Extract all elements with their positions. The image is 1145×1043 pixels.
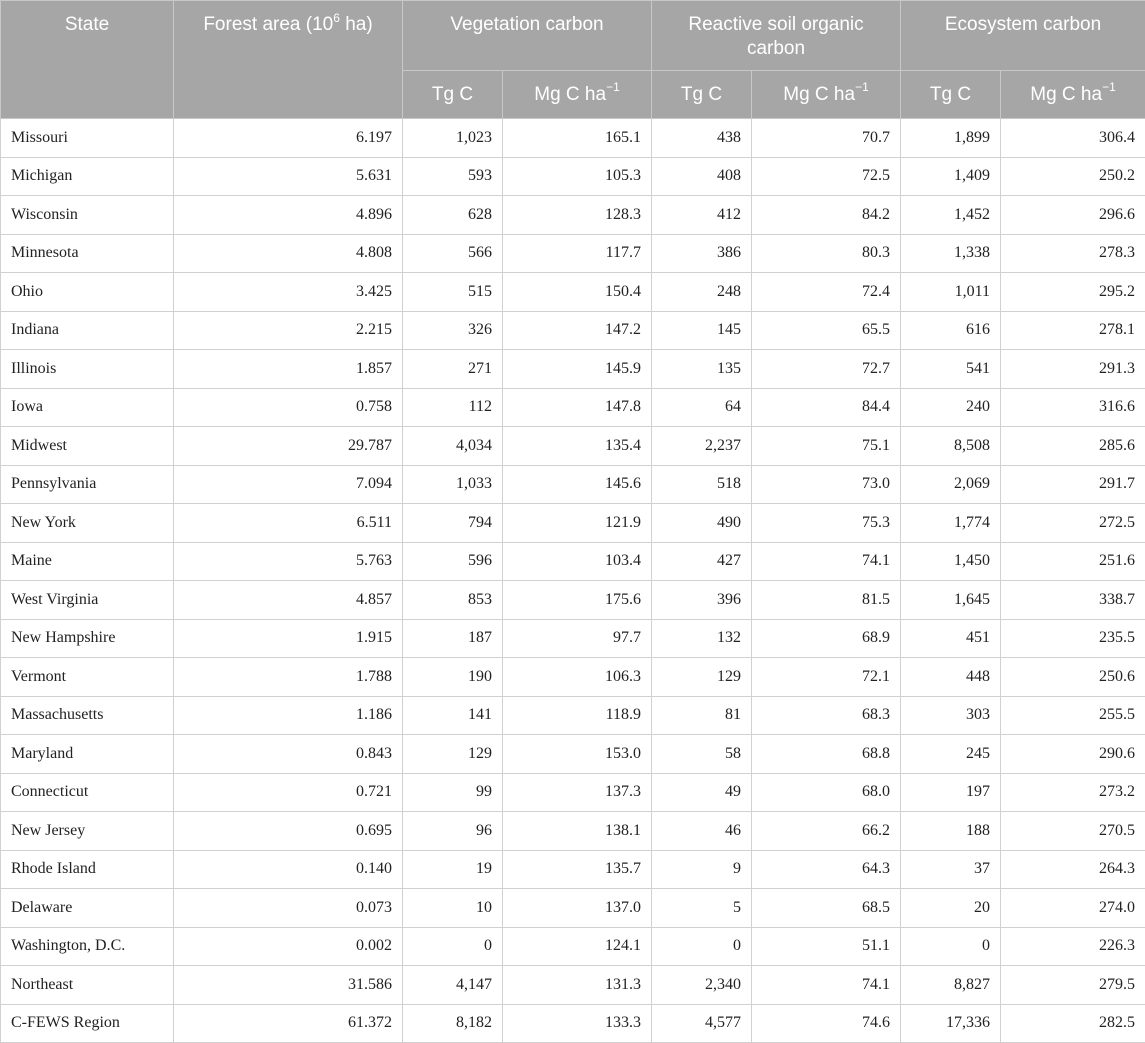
cell-state-name: Maryland	[1, 735, 174, 774]
cell-veg-mgc: 97.7	[503, 619, 652, 658]
cell-soil-tgc: 81	[652, 696, 752, 735]
cell-soil-tgc: 135	[652, 350, 752, 389]
cell-veg-tgc: 794	[403, 504, 503, 543]
table-row	[1, 273, 1145, 312]
cell-veg-tgc: 187	[403, 619, 503, 658]
cell-forest-area: 0.758	[174, 388, 403, 427]
cell-eco-mgc: 285.6	[1001, 427, 1145, 466]
header-row-groups	[1, 1, 1145, 71]
cell-state-name: New York	[1, 504, 174, 543]
cell-soil-tgc: 490	[652, 504, 752, 543]
table-row	[1, 196, 1145, 235]
forest-area-label-prefix: Forest area (10	[203, 14, 334, 35]
table-row	[1, 927, 1145, 966]
cell-eco-mgc: 282.5	[1001, 1004, 1145, 1043]
cell-eco-mgc: 279.5	[1001, 966, 1145, 1005]
cell-soil-mgc: 81.5	[752, 581, 901, 620]
cell-veg-tgc: 96	[403, 812, 503, 851]
cell-eco-tgc: 1,899	[901, 119, 1001, 158]
cell-eco-tgc: 8,508	[901, 427, 1001, 466]
cell-soil-mgc: 64.3	[752, 850, 901, 889]
cell-soil-mgc: 84.4	[752, 388, 901, 427]
forest-area-exponent: 6	[333, 10, 340, 25]
unit-exponent: −1	[606, 80, 620, 95]
cell-eco-tgc: 1,011	[901, 273, 1001, 312]
cell-veg-mgc: 145.6	[503, 465, 652, 504]
cell-forest-area: 2.215	[174, 311, 403, 350]
cell-veg-tgc: 853	[403, 581, 503, 620]
cell-state-name: Maine	[1, 542, 174, 581]
cell-veg-tgc: 596	[403, 542, 503, 581]
cell-forest-area: 0.843	[174, 735, 403, 774]
cell-forest-area: 1.915	[174, 619, 403, 658]
cell-state-name: Wisconsin	[1, 196, 174, 235]
cell-forest-area: 1.788	[174, 658, 403, 697]
table-body	[1, 119, 1145, 1043]
cell-soil-mgc: 72.5	[752, 157, 901, 196]
header-eco-mgc	[1001, 71, 1145, 119]
cell-eco-mgc: 278.3	[1001, 234, 1145, 273]
cell-eco-tgc: 20	[901, 889, 1001, 928]
cell-eco-mgc: 235.5	[1001, 619, 1145, 658]
cell-veg-tgc: 1,023	[403, 119, 503, 158]
table-row	[1, 234, 1145, 273]
cell-veg-tgc: 515	[403, 273, 503, 312]
cell-soil-mgc: 68.9	[752, 619, 901, 658]
table-row	[1, 1004, 1145, 1043]
cell-veg-mgc: 124.1	[503, 927, 652, 966]
cell-eco-tgc: 541	[901, 350, 1001, 389]
cell-veg-mgc: 138.1	[503, 812, 652, 851]
cell-soil-tgc: 64	[652, 388, 752, 427]
cell-eco-mgc: 270.5	[1001, 812, 1145, 851]
cell-veg-mgc: 147.2	[503, 311, 652, 350]
cell-veg-mgc: 105.3	[503, 157, 652, 196]
table-row	[1, 542, 1145, 581]
cell-eco-mgc: 226.3	[1001, 927, 1145, 966]
cell-veg-tgc: 190	[403, 658, 503, 697]
cell-veg-mgc: 128.3	[503, 196, 652, 235]
cell-soil-mgc: 68.8	[752, 735, 901, 774]
cell-state-name: Missouri	[1, 119, 174, 158]
cell-soil-tgc: 518	[652, 465, 752, 504]
cell-forest-area: 4.896	[174, 196, 403, 235]
cell-eco-tgc: 197	[901, 773, 1001, 812]
cell-eco-mgc: 295.2	[1001, 273, 1145, 312]
cell-soil-tgc: 386	[652, 234, 752, 273]
cell-forest-area: 6.197	[174, 119, 403, 158]
unit-base: Mg C ha	[1030, 83, 1103, 105]
header-reactive-soil-organic-carbon: Reactive soil organic carbon	[652, 1, 901, 71]
table-row	[1, 504, 1145, 543]
cell-veg-mgc: 165.1	[503, 119, 652, 158]
cell-state-name: Massachusetts	[1, 696, 174, 735]
cell-eco-mgc: 338.7	[1001, 581, 1145, 620]
cell-veg-mgc: 145.9	[503, 350, 652, 389]
cell-state-name: Vermont	[1, 658, 174, 697]
cell-forest-area: 0.002	[174, 927, 403, 966]
cell-eco-mgc: 255.5	[1001, 696, 1145, 735]
cell-veg-tgc: 19	[403, 850, 503, 889]
header-forest-area	[174, 1, 403, 119]
cell-state-name: Michigan	[1, 157, 174, 196]
cell-soil-tgc: 2,340	[652, 966, 752, 1005]
cell-state-name: Connecticut	[1, 773, 174, 812]
cell-eco-mgc: 251.6	[1001, 542, 1145, 581]
table-row	[1, 812, 1145, 851]
cell-soil-tgc: 2,237	[652, 427, 752, 466]
cell-soil-mgc: 80.3	[752, 234, 901, 273]
cell-veg-tgc: 4,034	[403, 427, 503, 466]
cell-veg-tgc: 99	[403, 773, 503, 812]
cell-forest-area: 0.721	[174, 773, 403, 812]
cell-eco-tgc: 1,645	[901, 581, 1001, 620]
cell-veg-tgc: 112	[403, 388, 503, 427]
cell-eco-mgc: 250.2	[1001, 157, 1145, 196]
cell-soil-mgc: 74.6	[752, 1004, 901, 1043]
cell-soil-tgc: 438	[652, 119, 752, 158]
cell-veg-mgc: 103.4	[503, 542, 652, 581]
cell-veg-tgc: 628	[403, 196, 503, 235]
table-row	[1, 311, 1145, 350]
cell-soil-mgc: 72.7	[752, 350, 901, 389]
cell-soil-mgc: 66.2	[752, 812, 901, 851]
table-row	[1, 465, 1145, 504]
cell-veg-tgc: 1,033	[403, 465, 503, 504]
cell-veg-mgc: 153.0	[503, 735, 652, 774]
cell-forest-area: 0.073	[174, 889, 403, 928]
cell-forest-area: 61.372	[174, 1004, 403, 1043]
cell-state-name: Ohio	[1, 273, 174, 312]
cell-soil-tgc: 0	[652, 927, 752, 966]
cell-eco-tgc: 1,338	[901, 234, 1001, 273]
cell-soil-tgc: 129	[652, 658, 752, 697]
cell-forest-area: 1.186	[174, 696, 403, 735]
cell-eco-tgc: 245	[901, 735, 1001, 774]
table-row	[1, 966, 1145, 1005]
cell-veg-mgc: 137.3	[503, 773, 652, 812]
cell-eco-tgc: 17,336	[901, 1004, 1001, 1043]
cell-veg-mgc: 147.8	[503, 388, 652, 427]
cell-soil-mgc: 68.5	[752, 889, 901, 928]
cell-eco-mgc: 290.6	[1001, 735, 1145, 774]
cell-soil-tgc: 49	[652, 773, 752, 812]
cell-eco-tgc: 2,069	[901, 465, 1001, 504]
cell-veg-mgc: 121.9	[503, 504, 652, 543]
cell-veg-tgc: 326	[403, 311, 503, 350]
cell-soil-mgc: 70.7	[752, 119, 901, 158]
table-row	[1, 619, 1145, 658]
cell-state-name: Washington, D.C.	[1, 927, 174, 966]
cell-eco-tgc: 616	[901, 311, 1001, 350]
cell-eco-tgc: 1,452	[901, 196, 1001, 235]
cell-state-name: Indiana	[1, 311, 174, 350]
cell-eco-tgc: 37	[901, 850, 1001, 889]
forest-area-label-suffix: ha)	[339, 14, 373, 35]
cell-eco-tgc: 8,827	[901, 966, 1001, 1005]
cell-state-name: New Hampshire	[1, 619, 174, 658]
cell-soil-mgc: 51.1	[752, 927, 901, 966]
cell-veg-mgc: 117.7	[503, 234, 652, 273]
cell-eco-tgc: 188	[901, 812, 1001, 851]
cell-forest-area: 4.857	[174, 581, 403, 620]
cell-veg-tgc: 141	[403, 696, 503, 735]
cell-forest-area: 6.511	[174, 504, 403, 543]
cell-eco-mgc: 291.7	[1001, 465, 1145, 504]
cell-soil-mgc: 73.0	[752, 465, 901, 504]
table-row	[1, 581, 1145, 620]
cell-eco-mgc: 273.2	[1001, 773, 1145, 812]
cell-veg-mgc: 133.3	[503, 1004, 652, 1043]
cell-soil-tgc: 427	[652, 542, 752, 581]
header-veg-tgc: Tg C	[403, 71, 503, 119]
cell-eco-tgc: 451	[901, 619, 1001, 658]
cell-state-name: C-FEWS Region	[1, 1004, 174, 1043]
cell-soil-mgc: 68.0	[752, 773, 901, 812]
table-row	[1, 427, 1145, 466]
header-veg-mgc	[503, 71, 652, 119]
table-row	[1, 735, 1145, 774]
cell-soil-tgc: 412	[652, 196, 752, 235]
cell-veg-tgc: 593	[403, 157, 503, 196]
cell-veg-mgc: 135.7	[503, 850, 652, 889]
cell-eco-tgc: 1,774	[901, 504, 1001, 543]
header-soil-mgc	[752, 71, 901, 119]
cell-eco-tgc: 0	[901, 927, 1001, 966]
cell-forest-area: 7.094	[174, 465, 403, 504]
cell-forest-area: 3.425	[174, 273, 403, 312]
cell-soil-tgc: 46	[652, 812, 752, 851]
cell-veg-mgc: 137.0	[503, 889, 652, 928]
cell-soil-mgc: 84.2	[752, 196, 901, 235]
unit-base: Mg C ha	[534, 83, 607, 105]
cell-forest-area: 5.631	[174, 157, 403, 196]
header-eco-tgc: Tg C	[901, 71, 1001, 119]
cell-soil-mgc: 72.4	[752, 273, 901, 312]
cell-forest-area: 0.140	[174, 850, 403, 889]
cell-soil-mgc: 68.3	[752, 696, 901, 735]
cell-veg-tgc: 566	[403, 234, 503, 273]
table-row	[1, 850, 1145, 889]
cell-state-name: Iowa	[1, 388, 174, 427]
cell-eco-mgc: 272.5	[1001, 504, 1145, 543]
cell-state-name: Pennsylvania	[1, 465, 174, 504]
cell-eco-mgc: 291.3	[1001, 350, 1145, 389]
table-row	[1, 773, 1145, 812]
table-row	[1, 157, 1145, 196]
cell-eco-mgc: 250.6	[1001, 658, 1145, 697]
cell-state-name: Rhode Island	[1, 850, 174, 889]
cell-soil-tgc: 58	[652, 735, 752, 774]
cell-soil-tgc: 5	[652, 889, 752, 928]
cell-eco-tgc: 240	[901, 388, 1001, 427]
unit-exponent: −1	[855, 80, 869, 95]
cell-state-name: New Jersey	[1, 812, 174, 851]
cell-veg-mgc: 175.6	[503, 581, 652, 620]
header-soil-tgc: Tg C	[652, 71, 752, 119]
cell-eco-mgc: 264.3	[1001, 850, 1145, 889]
cell-state-name: West Virginia	[1, 581, 174, 620]
cell-veg-mgc: 106.3	[503, 658, 652, 697]
cell-forest-area: 29.787	[174, 427, 403, 466]
cell-state-name: Minnesota	[1, 234, 174, 273]
unit-exponent: −1	[1102, 80, 1116, 95]
cell-soil-mgc: 75.3	[752, 504, 901, 543]
cell-eco-mgc: 278.1	[1001, 311, 1145, 350]
cell-eco-mgc: 296.6	[1001, 196, 1145, 235]
cell-soil-tgc: 145	[652, 311, 752, 350]
cell-veg-tgc: 129	[403, 735, 503, 774]
cell-eco-mgc: 306.4	[1001, 119, 1145, 158]
cell-veg-tgc: 0	[403, 927, 503, 966]
cell-soil-mgc: 75.1	[752, 427, 901, 466]
cell-veg-tgc: 8,182	[403, 1004, 503, 1043]
cell-state-name: Northeast	[1, 966, 174, 1005]
cell-forest-area: 5.763	[174, 542, 403, 581]
cell-soil-tgc: 248	[652, 273, 752, 312]
cell-forest-area: 4.808	[174, 234, 403, 273]
cell-eco-tgc: 448	[901, 658, 1001, 697]
table-row	[1, 889, 1145, 928]
cell-veg-mgc: 135.4	[503, 427, 652, 466]
header-ecosystem-carbon: Ecosystem carbon	[901, 1, 1145, 71]
cell-state-name: Illinois	[1, 350, 174, 389]
cell-state-name: Delaware	[1, 889, 174, 928]
cell-veg-tgc: 4,147	[403, 966, 503, 1005]
cell-veg-mgc: 131.3	[503, 966, 652, 1005]
cell-eco-tgc: 1,450	[901, 542, 1001, 581]
cell-eco-tgc: 1,409	[901, 157, 1001, 196]
cell-soil-tgc: 9	[652, 850, 752, 889]
cell-forest-area: 1.857	[174, 350, 403, 389]
cell-eco-mgc: 274.0	[1001, 889, 1145, 928]
table-row	[1, 388, 1145, 427]
cell-soil-tgc: 4,577	[652, 1004, 752, 1043]
table-header	[1, 1, 1145, 119]
cell-forest-area: 0.695	[174, 812, 403, 851]
cell-soil-tgc: 408	[652, 157, 752, 196]
cell-soil-tgc: 132	[652, 619, 752, 658]
cell-veg-mgc: 150.4	[503, 273, 652, 312]
cell-eco-mgc: 316.6	[1001, 388, 1145, 427]
table-row	[1, 658, 1145, 697]
cell-veg-mgc: 118.9	[503, 696, 652, 735]
unit-base: Mg C ha	[783, 83, 856, 105]
cell-veg-tgc: 10	[403, 889, 503, 928]
cell-soil-mgc: 74.1	[752, 966, 901, 1005]
table-row	[1, 119, 1145, 158]
cell-soil-mgc: 74.1	[752, 542, 901, 581]
header-vegetation-carbon: Vegetation carbon	[403, 1, 652, 71]
cell-soil-mgc: 65.5	[752, 311, 901, 350]
cell-veg-tgc: 271	[403, 350, 503, 389]
cell-soil-mgc: 72.1	[752, 658, 901, 697]
table-row	[1, 696, 1145, 735]
header-state: State	[1, 1, 174, 119]
table-row	[1, 350, 1145, 389]
cell-soil-tgc: 396	[652, 581, 752, 620]
cell-forest-area: 31.586	[174, 966, 403, 1005]
cell-state-name: Midwest	[1, 427, 174, 466]
cell-eco-tgc: 303	[901, 696, 1001, 735]
